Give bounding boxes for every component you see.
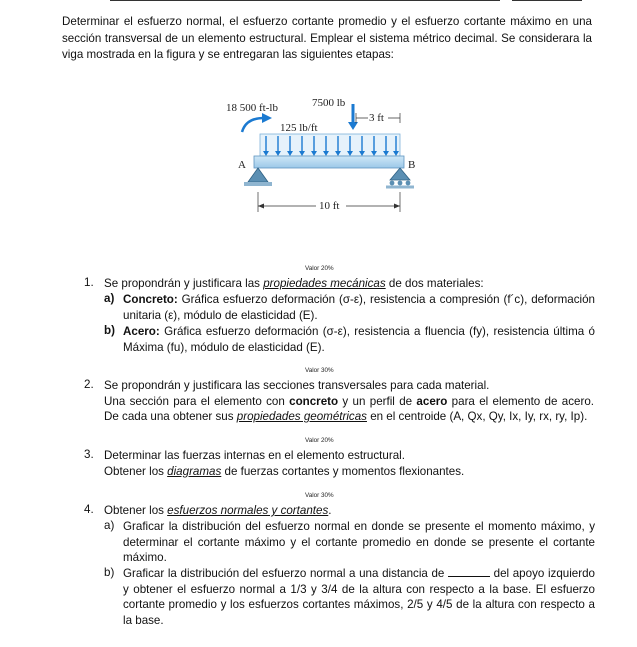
- beam: [254, 156, 404, 168]
- section-4b-label: b): [104, 566, 115, 579]
- intro-paragraph: Determinar el esfuerzo normal, el esfuerzo cortante promedio y el esfuerzo cortante máximo en una sección transversal de un elemento estructural. Emplear el sistema métrico decimal. Se considerara la viga mostrada en la figura y se entregaran las siguientes etapas:: [62, 15, 592, 61]
- section-3-valor: Valor 20%: [305, 437, 334, 444]
- top-rule-left: [110, 0, 500, 1]
- section-2-number: 2.: [84, 378, 94, 391]
- roller-support-b: [390, 168, 410, 180]
- moment-label: 18 500 ft-lb: [226, 102, 278, 114]
- section-2-text: Se propondrán y justificara las secciones transversales para cada material. Una sección para el elemento con concreto y un perfil de acero para el elemento de acero. De cada una obtener sus propiedades geométricas en el centroide (A, Qx, Qy, Ix, Iy, rx, ry, Ip).: [104, 379, 594, 423]
- point-load-label: 7500 lb: [312, 97, 346, 109]
- section-4-heading: Obtener los esfuerzos normales y cortantes.: [104, 504, 332, 517]
- section-1a-label: a): [104, 292, 115, 305]
- section-3-number: 3.: [84, 448, 94, 461]
- section-1-number: 1.: [84, 276, 94, 289]
- beam-figure: [220, 94, 420, 214]
- pin-support-a: [248, 168, 268, 182]
- section-4a-label: a): [104, 519, 115, 532]
- distributed-load-block: [260, 134, 400, 156]
- top-rule-right: [512, 0, 582, 1]
- section-4b-text: Graficar la distribución del esfuerzo normal a una distancia de del apoyo izquierdo y obtener el esfuerzo normal a 1/3 y 3/4 de la altura con respecto a la base. El esfuerzo cortante promedio y los esfuerzos cortantes máximos, 2/5 y 4/5 de la altura con respecto a la base.: [123, 567, 595, 627]
- section-4a-text: Graficar la distribución del esfuerzo normal en donde se presente el momento máximo, y determinar el cortante máximo y el cortante promedio en donde se presente el cortante máximo.: [123, 520, 595, 564]
- moment-arrow-icon: [242, 118, 264, 132]
- section-1b-text: Acero: Gráfica esfuerzo deformación (σ-ε), resistencia a fluencia (fy), resistencia última ó Máxima (fu), módulo de elasticidad (E).: [123, 325, 595, 354]
- distance-blank: [448, 566, 490, 577]
- section-1-valor: Valor 20%: [305, 265, 334, 272]
- span-label: 10 ft: [319, 200, 340, 212]
- section-2-valor: Valor 30%: [305, 367, 334, 374]
- section-4-number: 4.: [84, 503, 94, 516]
- section-4-valor: Valor 30%: [305, 492, 334, 499]
- support-b-label: B: [408, 159, 416, 171]
- offset-label: 3 ft: [369, 112, 384, 124]
- section-1-heading: Se propondrán y justificara las propiedades mecánicas de dos materiales:: [104, 277, 484, 290]
- section-3-text: Determinar las fuerzas internas en el elemento estructural. Obtener los diagramas de fuerzas cortantes y momentos flexionantes.: [104, 449, 465, 478]
- section-1b-label: b): [104, 324, 115, 337]
- section-1a-text: Concreto: Gráfica esfuerzo deformación (σ-ε), resistencia a compresión (f´c), deformación unitaria (ε), módulo de elasticidad (E).: [123, 293, 595, 322]
- distributed-load-label: 125 lb/ft: [280, 122, 318, 134]
- support-a-label: A: [238, 159, 246, 171]
